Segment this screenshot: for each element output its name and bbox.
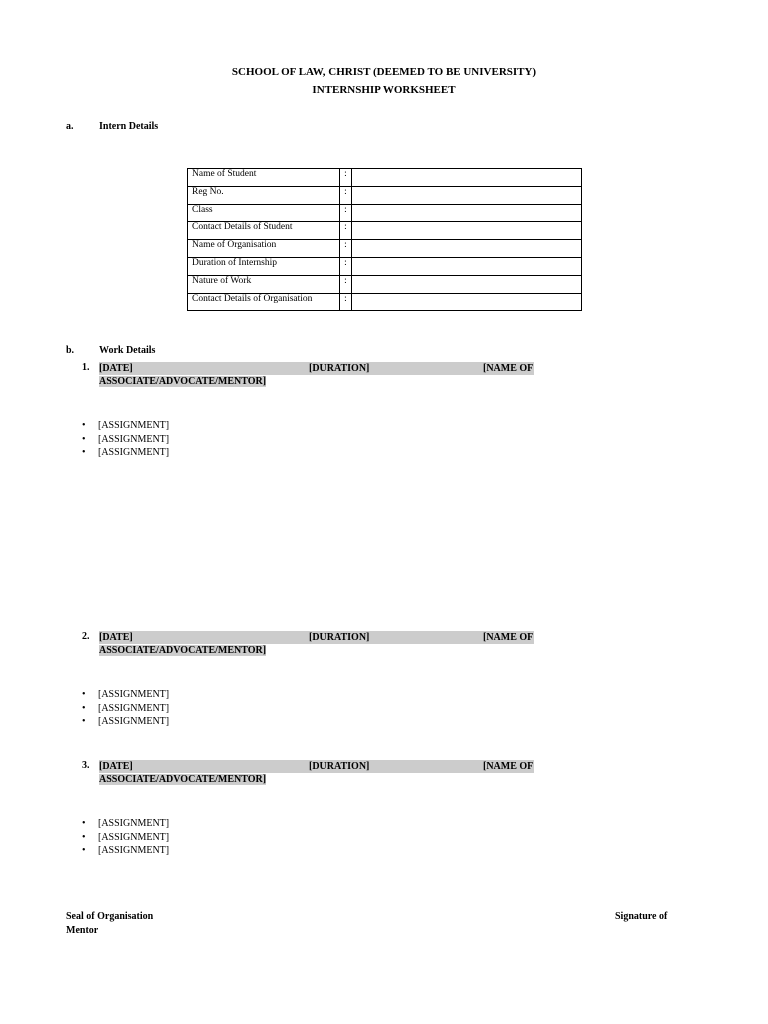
row-separator: : (340, 293, 352, 311)
work-entry-header (99, 760, 534, 786)
entry-header-line (99, 631, 534, 644)
list-item (82, 715, 169, 729)
entry-name-of: [NAME OF (483, 363, 534, 374)
table-row (188, 186, 582, 204)
list-item (82, 433, 169, 447)
entry-number: 3. (82, 760, 90, 771)
document-title: SCHOOL OF LAW, CHRIST (DEEMED TO BE UNIVERSITY) (231, 66, 537, 78)
entry-header-line (99, 362, 534, 375)
row-label: Name of Student (188, 169, 340, 187)
bullet-icon: • (82, 702, 86, 714)
list-item (82, 831, 169, 845)
row-value[interactable] (352, 293, 582, 311)
section-a-title: Intern Details (99, 121, 159, 132)
entry-name-of: [NAME OF (483, 632, 534, 643)
row-value[interactable] (352, 186, 582, 204)
row-separator: : (340, 257, 352, 275)
row-value[interactable] (352, 204, 582, 222)
row-label: Class (188, 204, 340, 222)
intern-details-table (187, 168, 582, 311)
row-separator: : (340, 204, 352, 222)
table-row (188, 222, 582, 240)
assignment-text: [ASSIGNMENT] (98, 845, 170, 856)
row-label: Contact Details of Student (188, 222, 340, 240)
work-entry-header (99, 631, 534, 657)
assignment-text: [ASSIGNMENT] (98, 420, 170, 431)
assignment-text: [ASSIGNMENT] (98, 831, 170, 843)
assignment-text: [ASSIGNMENT] (98, 689, 170, 700)
row-label: Nature of Work (188, 275, 340, 293)
row-label: Duration of Internship (188, 257, 340, 275)
entry-date: [DATE] (99, 632, 133, 643)
bullet-icon: • (82, 420, 86, 431)
entry-duration: [DURATION] (309, 363, 370, 374)
list-item (82, 446, 169, 460)
table-row (188, 257, 582, 275)
work-entry-header (99, 362, 534, 388)
table-row (188, 204, 582, 222)
list-item (82, 702, 169, 716)
bullet-icon: • (82, 689, 86, 700)
bullet-icon: • (82, 433, 86, 445)
section-b-marker: b. (66, 345, 75, 356)
row-label: Name of Organisation (188, 240, 340, 258)
signature-label: Signature of (615, 911, 668, 922)
table-row (188, 275, 582, 293)
assignment-list (82, 419, 169, 460)
document-subtitle: INTERNSHIP WORKSHEET (312, 84, 456, 96)
mentor-label: Mentor (66, 925, 99, 936)
bullet-icon: • (82, 447, 86, 458)
entry-date: [DATE] (99, 761, 133, 772)
table-row (188, 169, 582, 187)
entry-duration: [DURATION] (309, 761, 370, 772)
bullet-icon: • (82, 831, 86, 843)
assignment-text: [ASSIGNMENT] (98, 818, 170, 829)
list-item (82, 688, 169, 702)
assignment-list (82, 688, 169, 729)
row-value[interactable] (352, 275, 582, 293)
assignment-text: [ASSIGNMENT] (98, 447, 170, 458)
section-b-title: Work Details (99, 345, 156, 356)
row-value[interactable] (352, 240, 582, 258)
list-item (82, 844, 169, 858)
entry-mentor: ASSOCIATE/ADVOCATE/MENTOR] (99, 774, 267, 785)
entry-mentor: ASSOCIATE/ADVOCATE/MENTOR] (99, 645, 267, 656)
row-value[interactable] (352, 169, 582, 187)
section-a-marker: a. (66, 121, 74, 132)
bullet-icon: • (82, 818, 86, 829)
assignment-text: [ASSIGNMENT] (98, 702, 170, 714)
entry-header-line (99, 760, 534, 773)
bullet-icon: • (82, 845, 86, 856)
seal-label: Seal of Organisation (66, 911, 154, 922)
entry-name-of: [NAME OF (483, 761, 534, 772)
row-value[interactable] (352, 222, 582, 240)
row-separator: : (340, 186, 352, 204)
list-item (82, 817, 169, 831)
entry-mentor: ASSOCIATE/ADVOCATE/MENTOR] (99, 376, 267, 387)
table-row (188, 240, 582, 258)
row-separator: : (340, 275, 352, 293)
entry-number: 2. (82, 631, 90, 642)
row-label: Reg No. (188, 186, 340, 204)
table-row (188, 293, 582, 311)
entry-number: 1. (82, 362, 90, 373)
list-item (82, 419, 169, 433)
row-value[interactable] (352, 257, 582, 275)
row-label: Contact Details of Organisation (188, 293, 340, 311)
entry-duration: [DURATION] (309, 632, 370, 643)
row-separator: : (340, 169, 352, 187)
bullet-icon: • (82, 716, 86, 727)
assignment-text: [ASSIGNMENT] (98, 433, 170, 445)
assignment-text: [ASSIGNMENT] (98, 716, 170, 727)
row-separator: : (340, 222, 352, 240)
assignment-list (82, 817, 169, 858)
row-separator: : (340, 240, 352, 258)
entry-date: [DATE] (99, 363, 133, 374)
